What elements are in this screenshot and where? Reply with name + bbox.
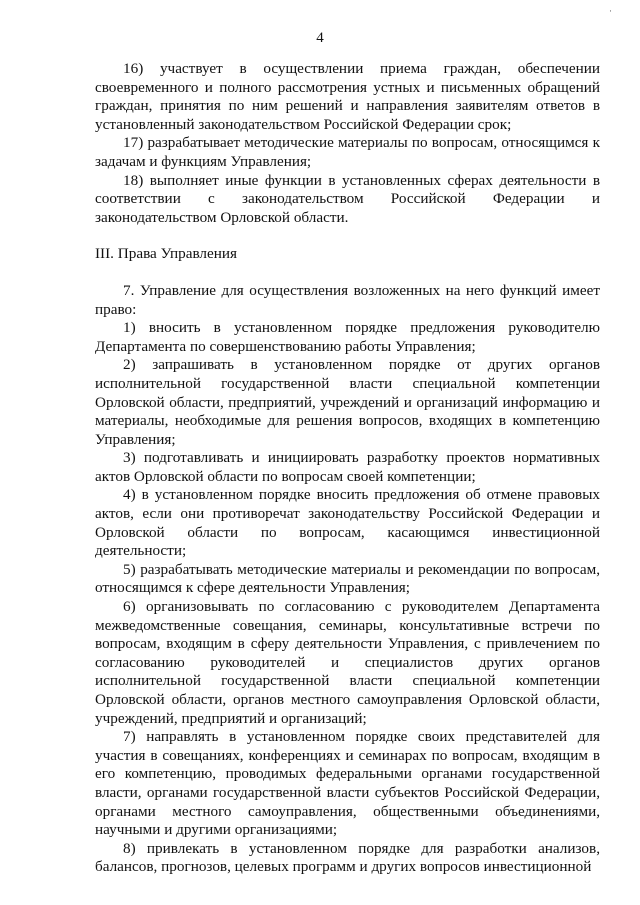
paragraph-item-17: 17) разрабатывает методические материалы по вопросам, относящимся к задачам и функциям Управления; <box>95 134 600 170</box>
paragraph-right-3: 3) подготавливать и инициировать разработку проектов нормативных актов Орловской области по вопросам своей компетенции; <box>95 449 600 485</box>
paragraph-right-1: 1) вносить в установленном порядке предложения руководителю Департамента по совершенствованию работы Управления; <box>95 319 600 355</box>
paragraph-item-16: 16) участвует в осуществлении приема граждан, обеспечении своевременного и полного рассмотрения устных и письменных обращений граждан, принятия по ним решений и направления заявителям ответов в установленный законодательством Российской Федерации срок; <box>95 60 600 133</box>
paragraph-right-8: 8) привлекать в установленном порядке для разработки анализов, балансов, прогнозов, целевых программ и других вопросов инвестиционной <box>95 839 600 876</box>
paragraph-right-4: 4) в установленном порядке вносить предложения об отмене правовых актов, если они противоречат законодательству Российской Федерации и Орловской области по вопросам, касающимся инвестиционной деятельности; <box>95 486 600 560</box>
paragraph-right-5: 5) разрабатывать методические материалы и рекомендации по вопросам, относящимся к сфере деятельности Управления; <box>95 560 600 597</box>
document-body <box>95 60 600 877</box>
paragraph-item-18: 18) выполняет иные функции в установленных сферах деятельности в соответствии с законодательством Российской Федерации и законодательством Орловской области. <box>95 171 600 226</box>
paragraph-clause-7: 7. Управление для осуществления возложенных на него функций имеет право: <box>95 281 600 318</box>
section-title: III. Права Управления <box>95 245 237 263</box>
paragraph-right-6: 6) организовывать по согласованию с руководителем Департамента межведомственные совещания, семинары, консультативные встречи по вопросам, входящим в сферу деятельности Управления, с привлечением по согласованию руководителей и специалистов других органов исполнительной государственной власти специальной компетенции Орловской области, органов местного самоуправления Орловской области, учреждений, предприятий и организаций; <box>95 598 600 727</box>
page-number: 4 <box>316 30 324 46</box>
paragraph-right-7: 7) направлять в установленном порядке своих представителей для участия в совещаниях, конференциях и семинарах по вопросам, входящим в его компетенцию, проводимых федеральными органами государственной власти, органами государственной власти субъектов Российской Федерации, органами местного самоуправления, общественными объединениями, научными и другими организациями; <box>95 728 600 839</box>
corner-mark: · <box>609 6 612 16</box>
paragraph-right-2: 2) запрашивать в установленном порядке от других органов исполнительной государственной власти специальной компетенции Орловской области, предприятий, учреждений и организаций информацию и материалы, необходимые для решения вопросов, входящих в компетенцию Управления; <box>95 356 600 448</box>
